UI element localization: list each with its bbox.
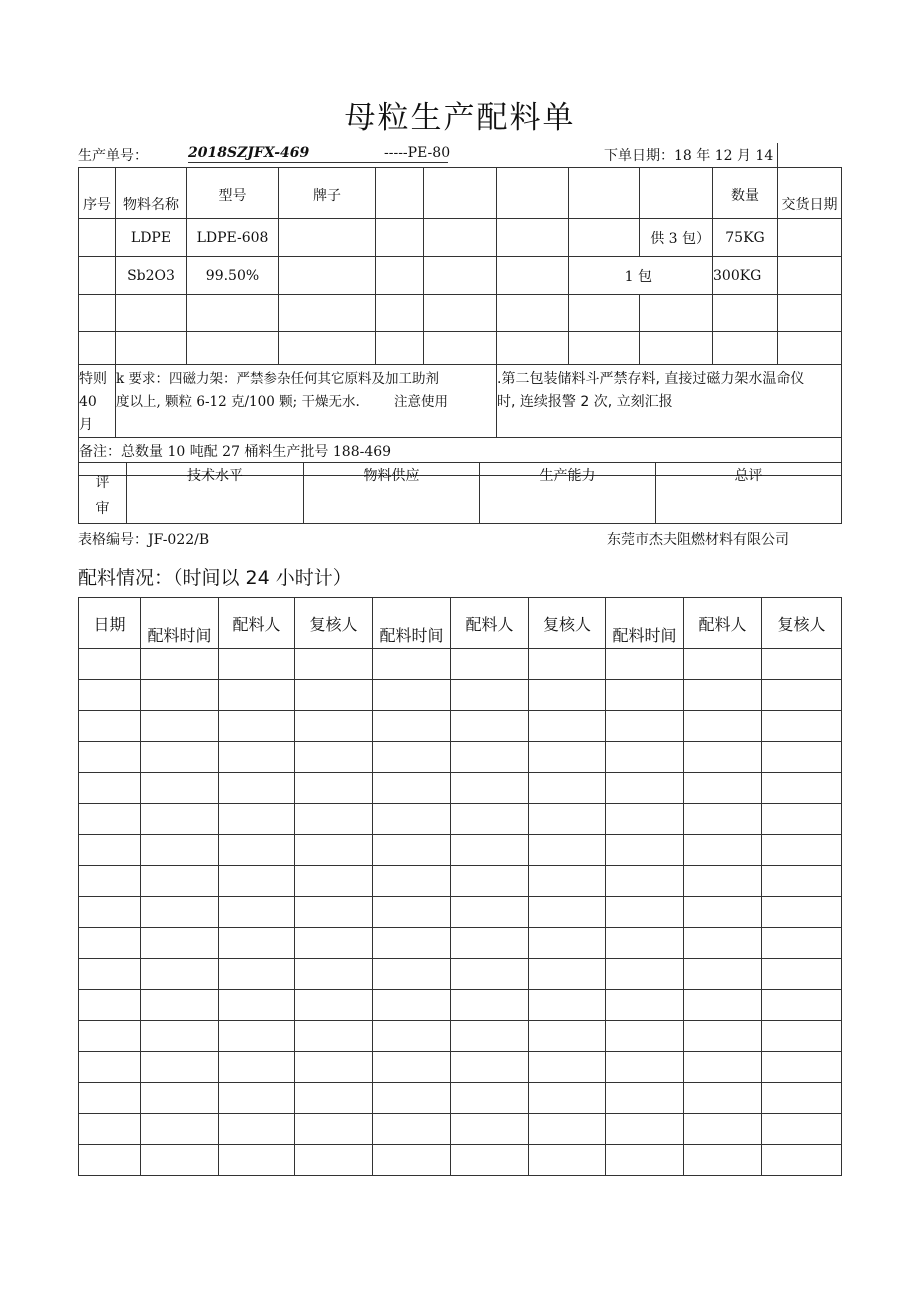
header-divider (777, 143, 778, 167)
log-cell (141, 1083, 219, 1114)
header-batcher: 配料人 (684, 598, 762, 649)
header-blank-cell (424, 168, 497, 219)
material-name-cell: LDPE (116, 219, 187, 257)
log-cell (373, 804, 451, 835)
log-cell (295, 711, 373, 742)
log-cell (684, 866, 762, 897)
materials-header-row (79, 168, 842, 219)
log-cell (79, 928, 141, 959)
log-cell (141, 711, 219, 742)
log-cell (684, 804, 762, 835)
log-cell (219, 773, 295, 804)
log-cell (451, 990, 529, 1021)
log-cell (79, 742, 141, 773)
log-cell (79, 1114, 141, 1145)
log-cell (141, 835, 219, 866)
pack-cell: 供 3 包） (640, 219, 713, 257)
log-cell (529, 835, 606, 866)
log-cell (295, 897, 373, 928)
log-cell (762, 649, 842, 680)
log-cell (373, 680, 451, 711)
log-cell (684, 1145, 762, 1176)
log-cell (762, 835, 842, 866)
log-cell (219, 649, 295, 680)
product-code: -----PE-80 (384, 145, 451, 161)
log-cell (141, 897, 219, 928)
table-row (79, 928, 842, 959)
log-cell (295, 1021, 373, 1052)
header-batcher: 配料人 (219, 598, 295, 649)
table-row (79, 866, 842, 897)
log-cell (219, 959, 295, 990)
special-label-cell (79, 365, 116, 438)
log-cell (529, 804, 606, 835)
log-cell (141, 1145, 219, 1176)
log-cell (219, 1114, 295, 1145)
log-cell (762, 990, 842, 1021)
log-cell (295, 835, 373, 866)
batching-body (79, 649, 842, 1176)
log-cell (451, 1083, 529, 1114)
log-cell (79, 649, 141, 680)
table-row (79, 1021, 842, 1052)
header-blank-cell (497, 168, 569, 219)
log-cell (219, 1021, 295, 1052)
log-cell (141, 773, 219, 804)
header-brand: 牌子 (279, 168, 376, 219)
log-cell (373, 1083, 451, 1114)
table-row (79, 332, 842, 365)
log-cell (762, 1021, 842, 1052)
log-cell (451, 711, 529, 742)
log-cell (141, 649, 219, 680)
special-note-line-2: 时, 连续报警 2 次, 立刻汇报 (497, 394, 673, 410)
log-cell (373, 959, 451, 990)
log-cell (219, 711, 295, 742)
log-cell (79, 773, 141, 804)
order-date: 下单日期：18 年 12 月 14 (604, 148, 774, 164)
log-cell (684, 1114, 762, 1145)
log-cell (762, 1083, 842, 1114)
log-cell (529, 897, 606, 928)
log-cell (373, 990, 451, 1021)
seq-cell (79, 257, 116, 295)
log-cell (79, 1052, 141, 1083)
log-cell (295, 1114, 373, 1145)
log-cell (451, 866, 529, 897)
log-cell (451, 1145, 529, 1176)
log-cell (684, 835, 762, 866)
log-cell (606, 928, 684, 959)
evaluation-table (78, 462, 842, 524)
log-cell (79, 959, 141, 990)
table-row (79, 1083, 842, 1114)
header-model: 型号 (187, 168, 279, 219)
log-cell (529, 680, 606, 711)
log-cell (295, 959, 373, 990)
log-cell (762, 804, 842, 835)
log-cell (141, 959, 219, 990)
special-requirements-cell (116, 365, 497, 438)
blank-cell (376, 257, 424, 295)
log-cell (373, 711, 451, 742)
log-cell (762, 711, 842, 742)
quantity-cell: 300KG (713, 257, 778, 295)
material-name-cell: Sb2O3 (116, 257, 187, 295)
log-cell (762, 897, 842, 928)
log-cell (606, 897, 684, 928)
log-cell (451, 680, 529, 711)
page-title: 母粒生产配料单 (344, 100, 576, 136)
log-cell (141, 742, 219, 773)
log-cell (606, 990, 684, 1021)
log-cell (79, 835, 141, 866)
blank-cell (569, 219, 640, 257)
log-cell (295, 928, 373, 959)
header-checker: 复核人 (762, 598, 842, 649)
remark: 备注：总数量 10 吨配 27 桶料生产批号 188-469 (79, 438, 842, 476)
log-cell (373, 1021, 451, 1052)
seq-cell (79, 219, 116, 257)
log-cell (219, 990, 295, 1021)
log-cell (79, 1145, 141, 1176)
log-cell (295, 680, 373, 711)
log-cell (219, 1145, 295, 1176)
delivery-cell (778, 219, 842, 257)
batching-header-row (79, 598, 842, 649)
header-checker: 复核人 (529, 598, 606, 649)
evaluation-label-2: 审 (95, 501, 110, 517)
log-cell (684, 928, 762, 959)
log-cell (606, 1145, 684, 1176)
log-cell (606, 742, 684, 773)
log-cell (529, 959, 606, 990)
special-label-2: 40 月 (79, 394, 97, 433)
eval-production-capacity: 生产能力 (480, 463, 656, 524)
log-cell (79, 680, 141, 711)
log-cell (762, 1145, 842, 1176)
table-row (79, 1052, 842, 1083)
log-cell (295, 649, 373, 680)
log-cell (295, 804, 373, 835)
table-row (79, 680, 842, 711)
table-row (79, 257, 842, 295)
table-row (79, 742, 842, 773)
special-notes-cell (497, 365, 842, 438)
log-cell (606, 1021, 684, 1052)
log-cell (219, 835, 295, 866)
evaluation-label (79, 463, 127, 524)
table-row (79, 219, 842, 257)
log-cell (684, 742, 762, 773)
special-note-line-1: .第二包装储料斗严禁存料, 直接过磁力架水温命仪 (497, 371, 805, 387)
log-cell (373, 649, 451, 680)
model-cell: LDPE-608 (187, 219, 279, 257)
log-cell (141, 866, 219, 897)
log-cell (141, 990, 219, 1021)
log-cell (295, 1052, 373, 1083)
log-cell (684, 990, 762, 1021)
log-cell (451, 959, 529, 990)
log-cell (295, 990, 373, 1021)
log-cell (373, 1145, 451, 1176)
header-batch-time: 配料时间 (141, 598, 219, 649)
attention-note: 注意使用 (394, 394, 449, 410)
table-row (79, 1145, 842, 1176)
log-cell (529, 990, 606, 1021)
table-row (79, 804, 842, 835)
table-row (79, 990, 842, 1021)
header-delivery-date: 交货日期 (778, 168, 842, 219)
delivery-cell (778, 257, 842, 295)
log-cell (606, 711, 684, 742)
log-cell (529, 1145, 606, 1176)
evaluation-label-1: 评 (95, 475, 110, 491)
header-batch-time: 配料时间 (606, 598, 684, 649)
log-cell (219, 1052, 295, 1083)
log-cell (373, 897, 451, 928)
log-cell (373, 835, 451, 866)
log-cell (529, 928, 606, 959)
header-blank-cell (376, 168, 424, 219)
log-cell (373, 773, 451, 804)
log-cell (529, 1114, 606, 1145)
header-blank-cell (569, 168, 640, 219)
log-cell (219, 680, 295, 711)
brand-cell (279, 257, 376, 295)
log-cell (684, 897, 762, 928)
log-cell (529, 866, 606, 897)
form-number: 表格编号：JF-022/B (78, 532, 210, 548)
log-cell (79, 1083, 141, 1114)
log-cell (373, 742, 451, 773)
log-cell (219, 804, 295, 835)
batching-section-title: 配料情况：（时间以 24 小时计） (78, 567, 352, 589)
table-row (79, 649, 842, 680)
log-cell (684, 773, 762, 804)
log-cell (219, 866, 295, 897)
log-cell (451, 1114, 529, 1145)
header-blank-cell (640, 168, 713, 219)
log-cell (684, 1052, 762, 1083)
log-cell (451, 1052, 529, 1083)
log-cell (373, 866, 451, 897)
eval-overall: 总评 (656, 463, 842, 524)
log-cell (762, 1114, 842, 1145)
log-cell (79, 990, 141, 1021)
log-cell (529, 773, 606, 804)
log-cell (79, 711, 141, 742)
log-cell (451, 897, 529, 928)
log-cell (79, 1021, 141, 1052)
pack-cell: 1 包 (569, 257, 713, 295)
log-cell (684, 1083, 762, 1114)
order-no-label: 生产单号： (78, 148, 148, 164)
quantity-cell: 75KG (713, 219, 778, 257)
log-cell (684, 680, 762, 711)
header-batcher: 配料人 (451, 598, 529, 649)
table-row (79, 1114, 842, 1145)
log-cell (219, 897, 295, 928)
materials-table (78, 167, 842, 476)
log-cell (684, 1021, 762, 1052)
log-cell (762, 1052, 842, 1083)
log-cell (606, 680, 684, 711)
log-cell (141, 1114, 219, 1145)
log-cell (295, 742, 373, 773)
log-cell (451, 835, 529, 866)
log-cell (529, 1052, 606, 1083)
log-cell (451, 928, 529, 959)
log-cell (373, 1114, 451, 1145)
log-cell (219, 1083, 295, 1114)
log-cell (606, 1052, 684, 1083)
brand-cell (279, 219, 376, 257)
table-row (79, 835, 842, 866)
log-cell (451, 773, 529, 804)
header-date: 日期 (79, 598, 141, 649)
blank-cell (497, 219, 569, 257)
header-checker: 复核人 (295, 598, 373, 649)
log-cell (606, 866, 684, 897)
log-cell (79, 804, 141, 835)
log-cell (529, 1083, 606, 1114)
log-cell (141, 1052, 219, 1083)
log-cell (762, 928, 842, 959)
log-cell (529, 649, 606, 680)
log-cell (529, 1021, 606, 1052)
log-cell (141, 680, 219, 711)
log-cell (684, 649, 762, 680)
log-cell (79, 866, 141, 897)
log-cell (373, 1052, 451, 1083)
header-seq: 序号 (79, 168, 116, 219)
eval-material-supply: 物料供应 (304, 463, 480, 524)
log-cell (762, 959, 842, 990)
log-cell (451, 804, 529, 835)
log-cell (141, 928, 219, 959)
blank-cell (497, 257, 569, 295)
blank-cell (376, 219, 424, 257)
eval-technical-level: 技术水平 (127, 463, 304, 524)
log-cell (295, 773, 373, 804)
log-cell (219, 742, 295, 773)
log-cell (295, 866, 373, 897)
log-cell (606, 649, 684, 680)
log-cell (529, 711, 606, 742)
order-no-underline (188, 162, 448, 163)
table-row (79, 711, 842, 742)
special-requirements-row (79, 365, 842, 438)
table-row (79, 897, 842, 928)
log-cell (606, 959, 684, 990)
log-cell (762, 773, 842, 804)
log-cell (606, 835, 684, 866)
log-cell (684, 959, 762, 990)
log-cell (606, 773, 684, 804)
log-cell (141, 804, 219, 835)
log-cell (451, 649, 529, 680)
table-row (79, 959, 842, 990)
log-cell (529, 742, 606, 773)
requirement-line-1: k 要求：四磁力架：严禁参杂任何其它原料及加工助剂 (116, 371, 439, 387)
log-cell (451, 742, 529, 773)
log-cell (762, 742, 842, 773)
special-label-1: 特则 (79, 371, 107, 387)
log-cell (606, 804, 684, 835)
log-cell (762, 866, 842, 897)
log-cell (295, 1083, 373, 1114)
log-cell (79, 897, 141, 928)
company-name: 东莞市杰夫阻燃材料有限公司 (607, 532, 789, 548)
blank-cell (424, 257, 497, 295)
model-cell: 99.50% (187, 257, 279, 295)
table-row (79, 773, 842, 804)
table-row (79, 295, 842, 332)
log-cell (219, 928, 295, 959)
blank-cell (424, 219, 497, 257)
log-cell (295, 1145, 373, 1176)
header-batch-time: 配料时间 (373, 598, 451, 649)
log-cell (606, 1083, 684, 1114)
log-cell (684, 711, 762, 742)
log-cell (373, 928, 451, 959)
log-cell (141, 1021, 219, 1052)
header-material-name: 物料名称 (116, 168, 187, 219)
log-cell (451, 1021, 529, 1052)
requirement-line-2: 度以上, 颗粒 6-12 克/100 颗; 干燥无水. (116, 394, 360, 410)
log-cell (606, 1114, 684, 1145)
log-cell (762, 680, 842, 711)
batching-table (78, 597, 842, 1176)
header-quantity: 数量 (713, 168, 778, 219)
order-no: 2018SZJFX-469 (188, 145, 310, 161)
